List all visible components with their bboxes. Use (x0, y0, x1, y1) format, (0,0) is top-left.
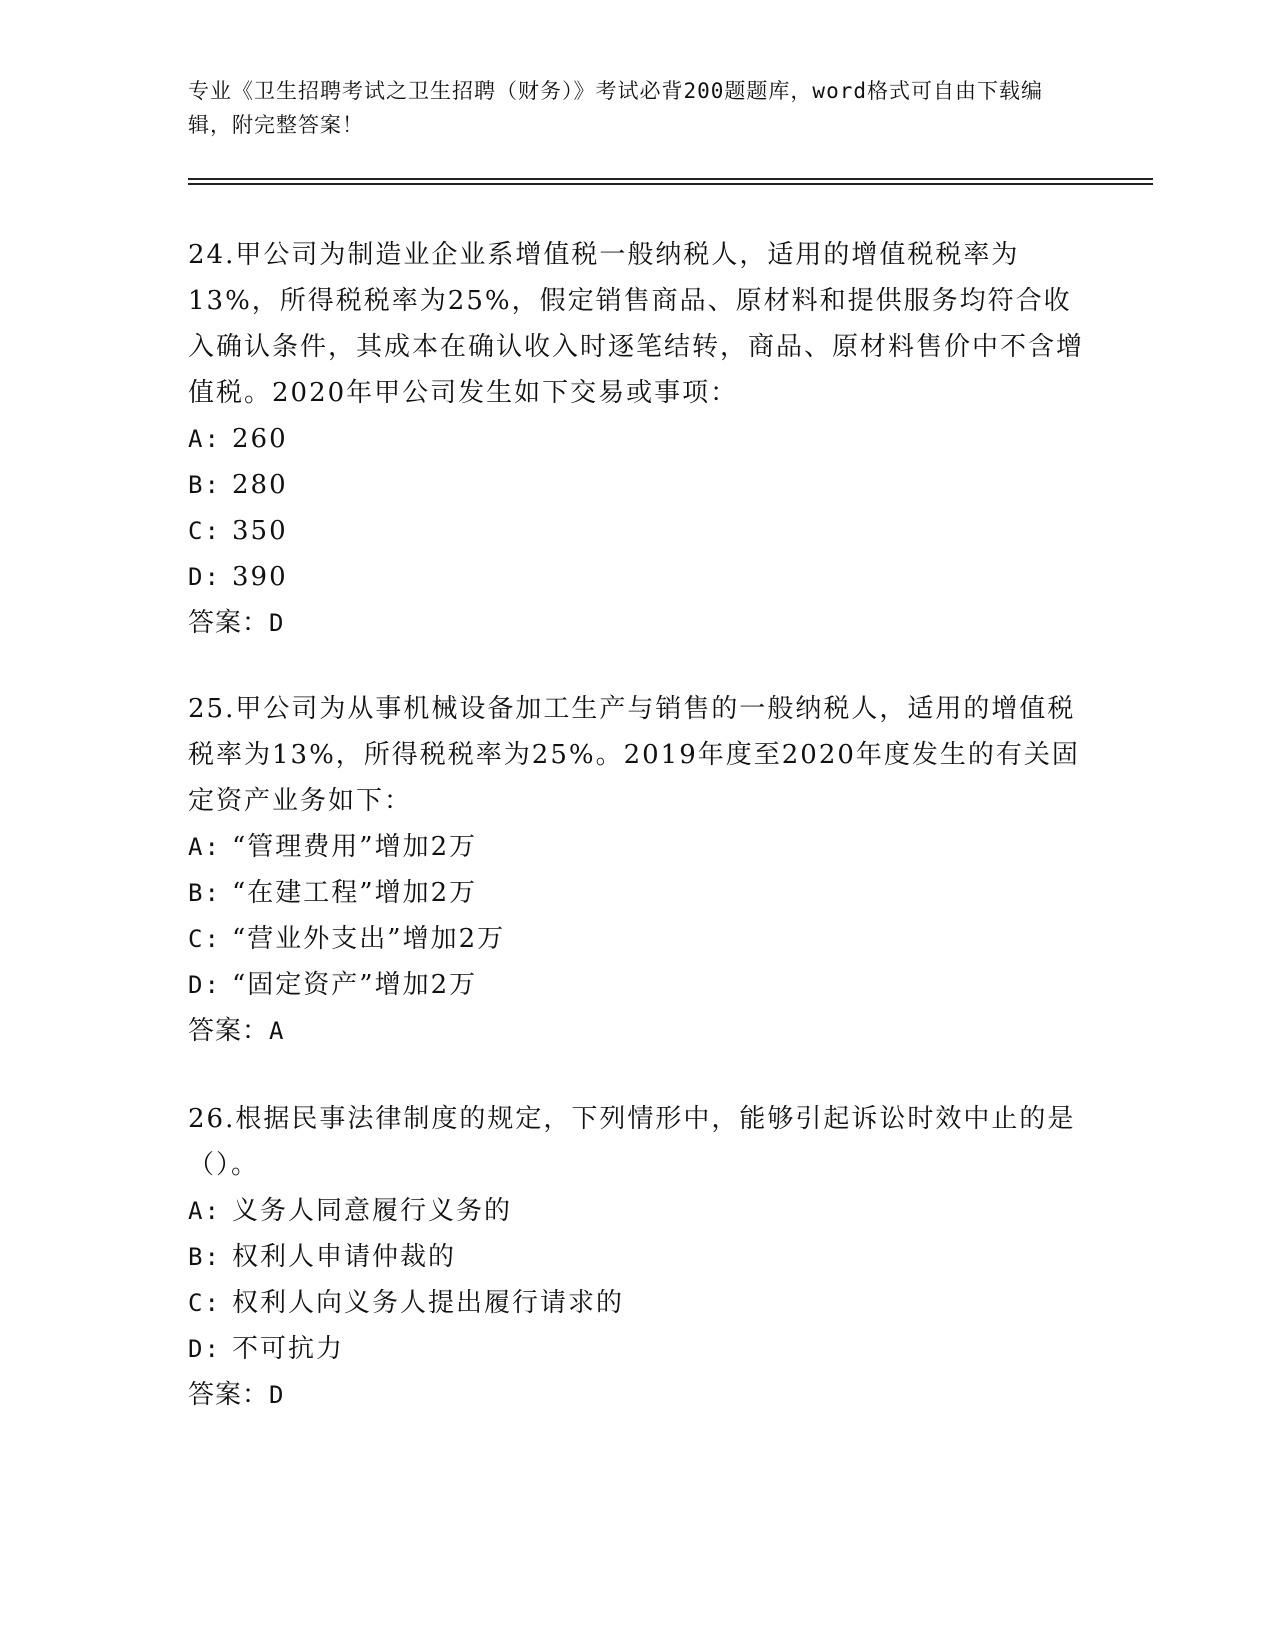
answer-line (188, 1008, 1088, 1054)
answer-value: A (269, 1017, 285, 1045)
option-letter: C: (188, 517, 221, 545)
option-text: 280 (232, 470, 288, 500)
option-b (188, 870, 1088, 916)
option-text: 390 (232, 562, 288, 592)
answer-label: 答案： (188, 608, 270, 638)
option-text: “营业外支出”增加2万 (232, 924, 506, 954)
answer-label: 答案： (188, 1016, 270, 1046)
option-text: 不可抗力 (232, 1334, 345, 1364)
answer-line (188, 1372, 1088, 1418)
option-text: “在建工程”增加2万 (232, 878, 478, 908)
option-d (188, 1326, 1088, 1372)
option-text: 350 (232, 516, 288, 546)
option-letter: A: (188, 1197, 221, 1225)
answer-line (188, 600, 1088, 646)
header-note: 专业《卫生招聘考试之卫生招聘（财务）》考试必背200题题库，word格式可自由下载编辑，附完整答案！ (188, 79, 1043, 137)
option-text: 权利人向义务人提出履行请求的 (232, 1288, 625, 1318)
question-stem: 26.根据民事法律制度的规定，下列情形中，能够引起诉讼时效中止的是（）。 (188, 1104, 1076, 1180)
option-letter: B: (188, 879, 221, 907)
question-stem: 25.甲公司为从事机械设备加工生产与销售的一般纳税人，适用的增值税税率为13%，所得税税率为25%。2019年度至2020年度发生的有关固定资产业务如下： (188, 694, 1080, 816)
option-text: “管理费用”增加2万 (232, 832, 478, 862)
question-25 (188, 686, 1088, 1054)
answer-label: 答案： (188, 1380, 270, 1410)
option-b (188, 1234, 1088, 1280)
option-letter: D: (188, 563, 221, 591)
answer-value: D (269, 1381, 285, 1409)
question-24 (188, 232, 1088, 646)
option-c (188, 1280, 1088, 1326)
option-letter: C: (188, 1289, 221, 1317)
answer-value: D (269, 609, 285, 637)
option-text: 260 (232, 424, 288, 454)
option-b (188, 462, 1088, 508)
header-divider-second (188, 183, 1153, 185)
option-a (188, 416, 1088, 462)
header-divider (188, 178, 1153, 180)
option-d (188, 962, 1088, 1008)
option-d (188, 554, 1088, 600)
option-text: 权利人申请仲裁的 (232, 1242, 457, 1272)
option-letter: B: (188, 471, 221, 499)
option-letter: B: (188, 1243, 221, 1271)
option-a (188, 1188, 1088, 1234)
option-text: 义务人同意履行义务的 (232, 1196, 513, 1226)
option-c (188, 916, 1088, 962)
option-text: “固定资产”增加2万 (232, 970, 478, 1000)
option-letter: C: (188, 925, 221, 953)
option-letter: A: (188, 425, 221, 453)
option-a (188, 824, 1088, 870)
option-letter: D: (188, 1335, 221, 1363)
option-letter: A: (188, 833, 221, 861)
question-stem: 24.甲公司为制造业企业系增值税一般纳税人，适用的增值税税率为13%，所得税税率为25%，假定销售商品、原材料和提供服务均符合收入确认条件，其成本在确认收入时逐笔结转，商品、原材料售价中不含增值税。2020年甲公司发生如下交易或事项： (188, 240, 1085, 408)
option-letter: D: (188, 971, 221, 999)
option-c (188, 508, 1088, 554)
question-26 (188, 1096, 1088, 1418)
